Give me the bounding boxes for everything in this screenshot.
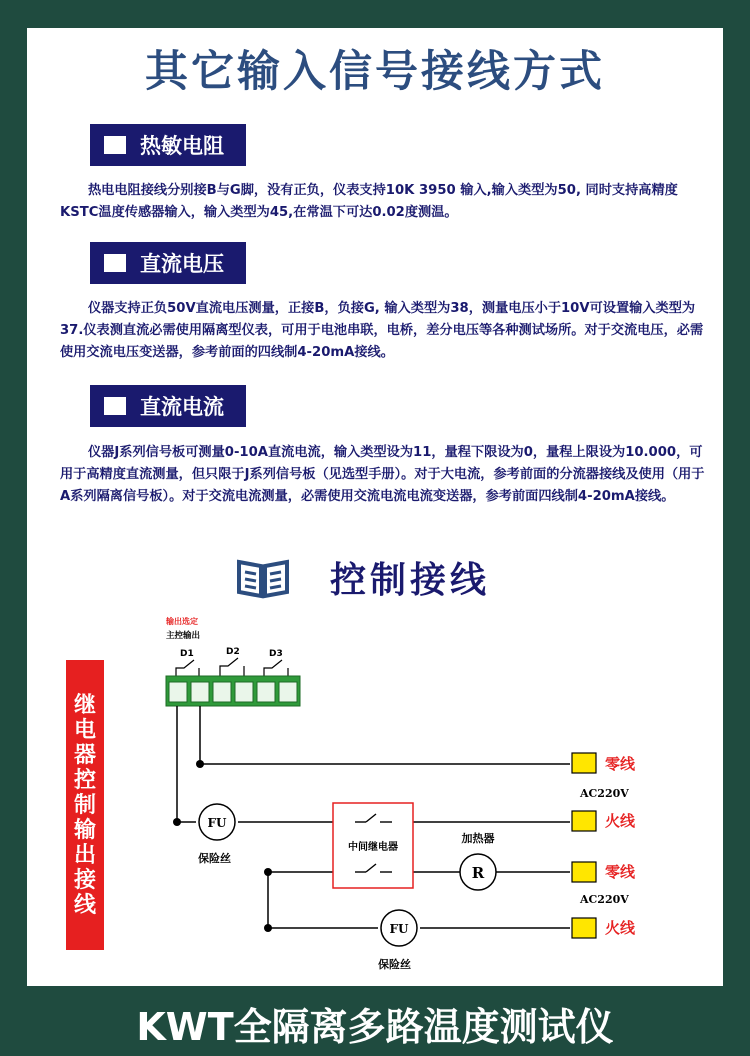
section-text-dc-current: 仪器J系列信号板可测量0-10A直流电流，输入类型设为11，量程下限设为0，量程上限设为10.000，可用于高精度直流测量，但只限于J系列信号板（见选型手册）。对于大电流，参考前面的分流器接线及使用（用于A系列隔离信号板）。对于交流电流测量，必需使用交流电流电流变送器，参考前面四线制4-20mA接线。	[60, 445, 705, 504]
section-heading-thermistor	[90, 124, 246, 166]
fuse-label: 保险丝	[378, 958, 411, 971]
section-heading-label: 热敏电阻	[140, 134, 224, 158]
junction-dots	[173, 760, 272, 932]
ac-label: AC220V	[580, 893, 629, 906]
live-label: 火线	[605, 919, 636, 937]
section-text-thermistor: 热电电阻接线分别接B与G脚，没有正负，仪表支持10K 3950 输入,输入类型为50, 同时支持高精度KSTC温度传感器输入，输入类型为45,在常温下可达0.02度测温。	[60, 183, 678, 220]
square-icon	[104, 136, 126, 154]
neutral-label: 零线	[605, 863, 636, 881]
heater-label: 加热器	[461, 832, 495, 845]
terminal-block	[166, 676, 300, 706]
fuse-icon	[199, 804, 235, 840]
output-terminals	[572, 753, 596, 938]
relay-label-d3: D3	[269, 649, 283, 659]
relay-contacts	[176, 658, 288, 676]
fuse-icon	[381, 910, 417, 946]
fuse-label: 保险丝	[198, 852, 231, 865]
output-label-red: 输出选定	[166, 617, 198, 626]
middle-relay-label: 中间继电器	[348, 842, 398, 853]
relay-label-d2: D2	[226, 647, 240, 657]
bottom-banner: KWT全隔离多路温度测试仪	[136, 1005, 614, 1049]
control-wiring-title: 控制接线	[330, 560, 491, 601]
section-heading-dc-voltage	[90, 242, 246, 284]
square-icon	[104, 254, 126, 272]
ac-label: AC220V	[580, 787, 629, 800]
book-icon	[235, 556, 291, 600]
live-label: 火线	[605, 812, 636, 830]
resistor-text: R	[471, 864, 485, 882]
wiring-diagram	[0, 600, 750, 990]
side-label-text: 继 电 器 控 制 输 出 接 线	[73, 692, 96, 918]
square-icon	[104, 397, 126, 415]
section-heading-label: 直流电压	[140, 252, 224, 276]
section-heading-label: 直流电流	[140, 395, 224, 419]
page-title: 其它输入信号接线方式	[145, 47, 605, 97]
section-text-dc-voltage: 仪器支持正负50V直流电压测量，正接B，负接G, 输入类型为38，测量电压小于10V可设置输入类型为37.仪表测直流必需使用隔离型仪表，可用于电池串联，电桥，差分电压等各种测试场所。对于交流电压，必需使用交流电压变送器，参考前面的四线制4-20mA接线。	[60, 301, 704, 360]
output-label-black: 主控输出	[166, 631, 201, 641]
neutral-label: 零线	[605, 755, 636, 773]
section-heading-dc-current	[90, 385, 246, 427]
fuse-text: FU	[207, 816, 227, 830]
resistor-icon	[460, 854, 496, 890]
relay-label-d1: D1	[180, 649, 194, 659]
fuse-text: FU	[389, 922, 409, 936]
